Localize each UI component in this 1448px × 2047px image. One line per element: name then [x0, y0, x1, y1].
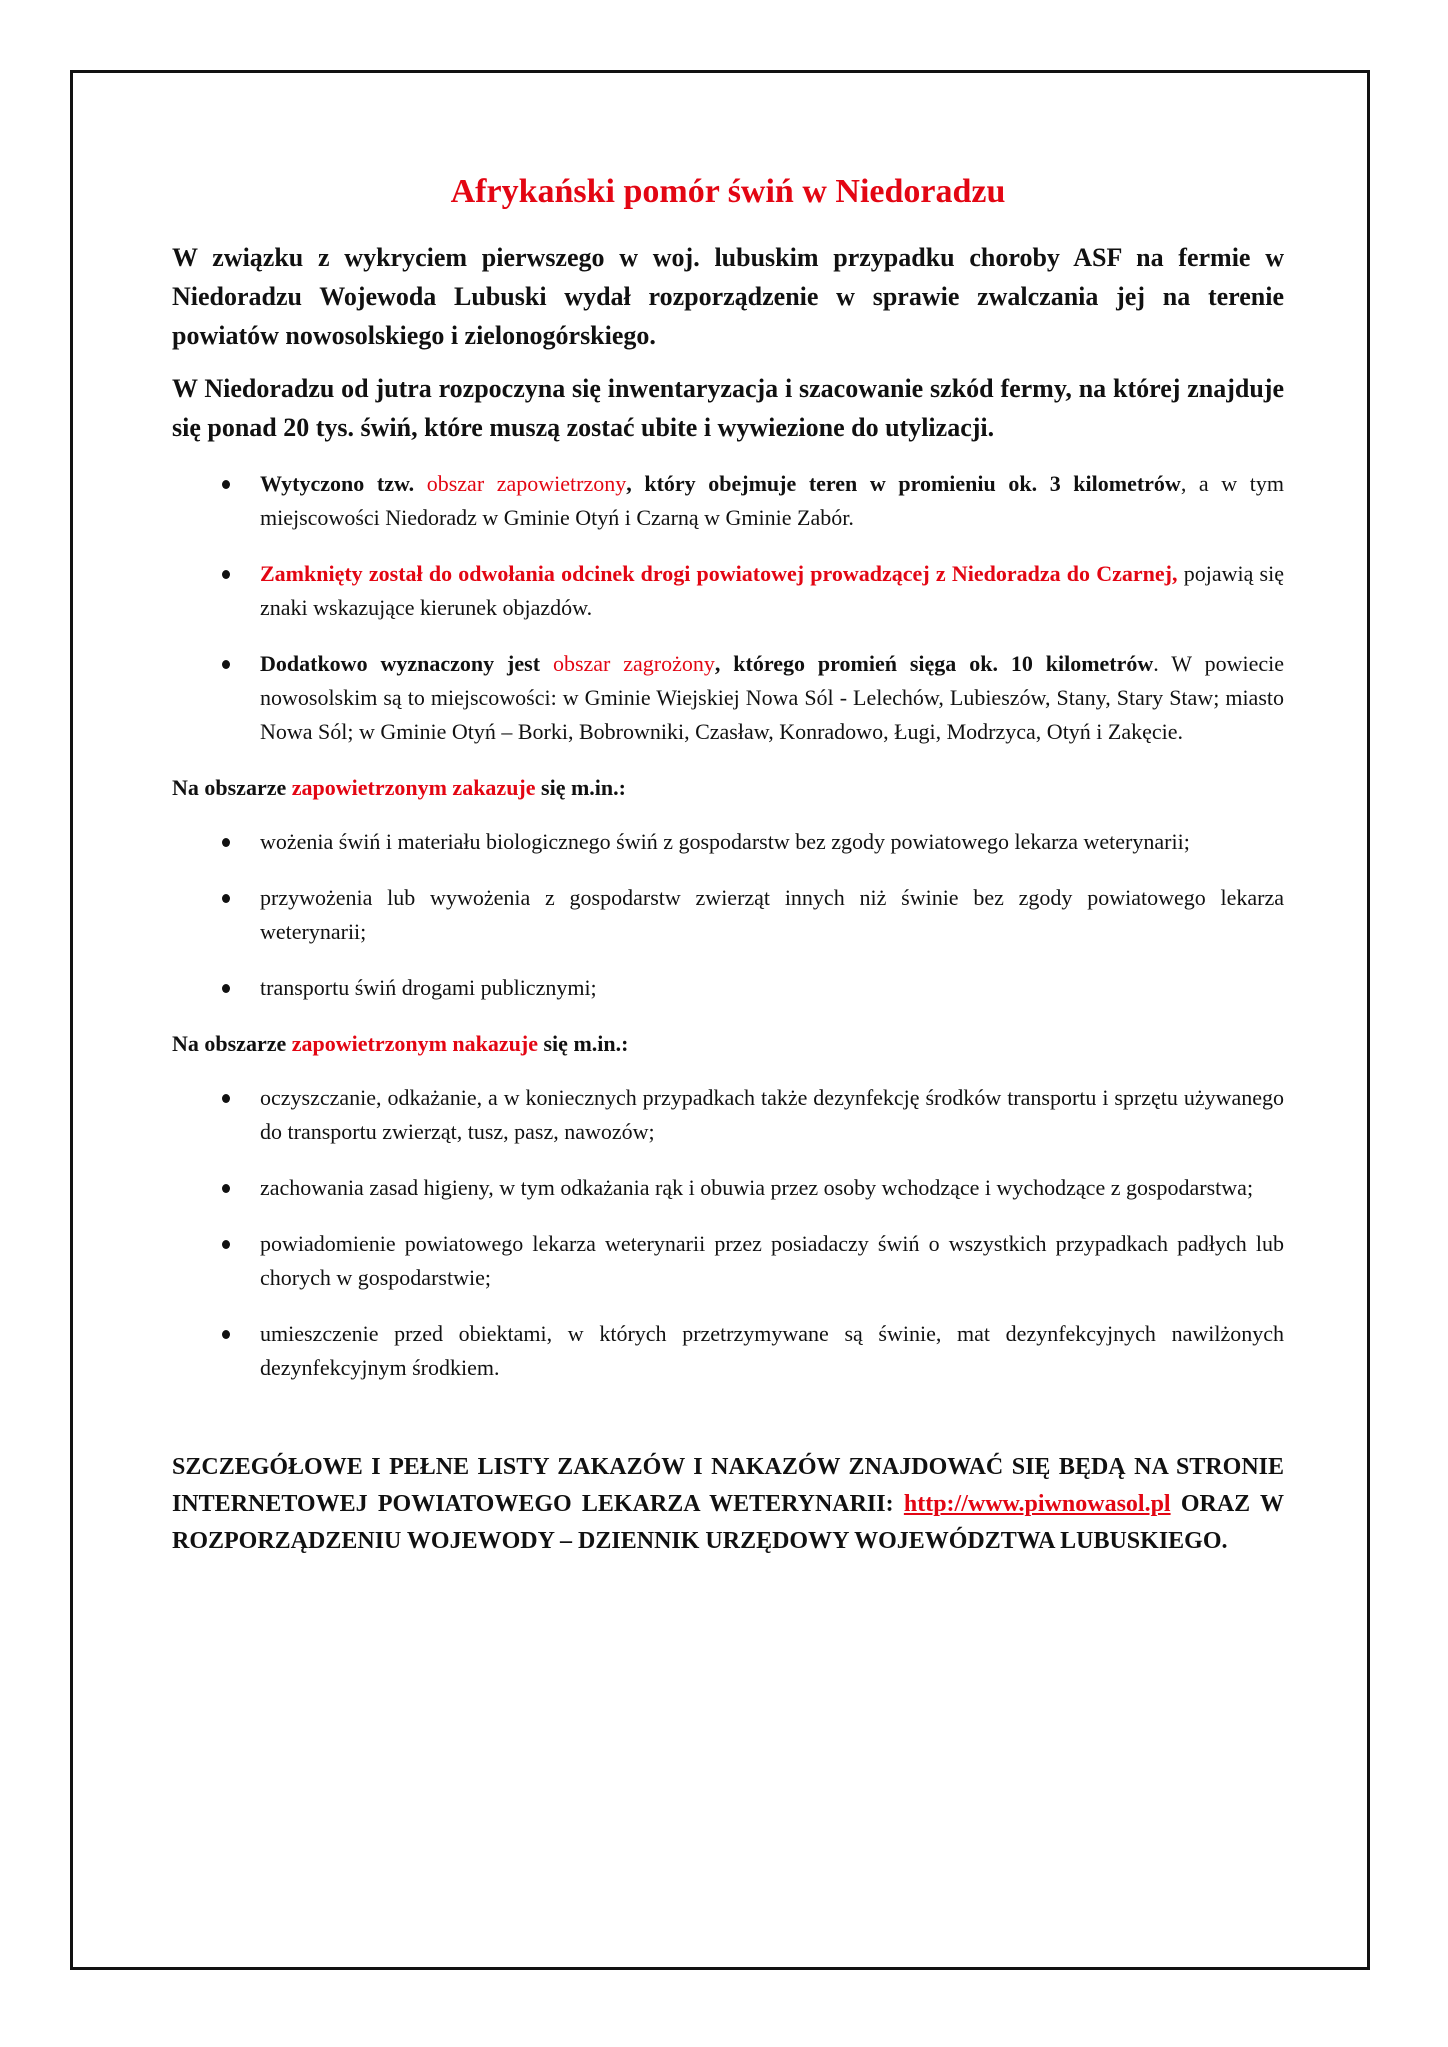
bullet-icon: [222, 984, 230, 993]
list-item: [172, 1317, 1284, 1385]
bullet-icon: [222, 1330, 230, 1339]
footer-text: ORAZ W ROZPORZĄDZENIU WOJEWODY – DZIENNIK URZĘDOWY WOJEWÓDZTWA LUBUSKIEGO.: [172, 1491, 1284, 1554]
list-item-text: przywożenia lub wywożenia z gospodarstw zwierząt innych niż świnie bez zgody powiatowego lekarza weterynarii;: [260, 885, 1284, 944]
heading-text: się m.in.:: [538, 1031, 629, 1056]
zones-list: [172, 467, 1284, 749]
heading-text-red: zapowietrzonym zakazuje: [291, 775, 536, 800]
zone-text-red: Zamknięty został do odwołania odcinek drogi powiatowej prowadzącej z Niedoradza do Czarnej,: [260, 561, 1178, 586]
orders-list: [172, 1081, 1284, 1385]
heading-text: Na obszarze: [172, 1031, 292, 1056]
zone-item-road-closed: [172, 557, 1284, 625]
list-item-text: powiadomienie powiatowego lekarza weterynarii przez posiadaczy świń o wszystkich przypadkach padłych lub chorych w gospodarstwie;: [260, 1231, 1284, 1290]
list-item: [172, 1227, 1284, 1295]
zone-text-red: obszar zapowietrzony: [426, 471, 627, 496]
prohibitions-heading: [172, 771, 1284, 805]
bullet-icon: [222, 1240, 230, 1249]
zone-text: pojawią się znaki wskazujące kierunek objazdów.: [260, 561, 1284, 620]
zone-item-infected: [172, 467, 1284, 535]
zone-item-threatened: [172, 647, 1284, 749]
footer-text: SZCZEGÓŁOWE I PEŁNE LISTY ZAKAZÓW I NAKAZÓW ZNAJDOWAĆ SIĘ BĘDĄ NA STRONIE INTERNETOWEJ POWIATOWEGO LEKARZA WETERYNARII:: [172, 1454, 1284, 1517]
heading-text-red: zapowietrzonym nakazuje: [291, 1031, 538, 1056]
list-item: [172, 881, 1284, 949]
zone-text-bold: , który obejmuje teren w promieniu ok. 3 kilometrów: [626, 471, 1181, 496]
list-item: [172, 825, 1284, 859]
zone-text: . W powiecie nowosolskim są to miejscowości: w Gminie Wiejskiej Nowa Sól - Lelechów, Lubieszów, Stany, Stary Staw; miasto Nowa Sól; w Gminie Otyń – Borki, Bobrowniki, Czasław, Konradowo, Ługi, Modrzyca, Otyń i Zakęcie.: [260, 651, 1284, 744]
prohibitions-list: [172, 825, 1284, 1005]
bullet-icon: [222, 480, 230, 489]
zone-text-bold: Dodatkowo wyznaczony jest: [260, 651, 553, 676]
list-item: [172, 971, 1284, 1005]
list-item-text: transportu świń drogami publicznymi;: [260, 975, 597, 1000]
list-item-text: umieszczenie przed obiektami, w których przetrzymywane są świnie, mat dezynfekcyjnych nawilżonych dezynfekcyjnym środkiem.: [260, 1321, 1284, 1380]
zone-text-bold: , którego promień sięga ok. 10 kilometrów: [714, 651, 1154, 676]
orders-heading: [172, 1027, 1284, 1061]
bullet-icon: [222, 1184, 230, 1193]
piw-website-link[interactable]: http://www.piwnowasol.pl: [903, 1491, 1171, 1517]
heading-text: Na obszarze: [172, 775, 292, 800]
bullet-icon: [222, 570, 230, 579]
list-item: [172, 1171, 1284, 1205]
bullet-icon: [222, 660, 230, 669]
list-item: [172, 1081, 1284, 1149]
zone-text-red: obszar zagrożony: [552, 651, 715, 676]
document-body: [172, 170, 1284, 1584]
zone-text: , a w tym miejscowości Niedoradz w Gminie Otyń i Czarną w Gminie Zabór.: [260, 471, 1284, 530]
zone-text-bold: Wytyczono tzw.: [260, 471, 427, 496]
bullet-icon: [222, 894, 230, 903]
bullet-icon: [222, 838, 230, 847]
document-title: Afrykański pomór świń w Niedoradzu: [450, 173, 1006, 210]
bullet-icon: [222, 1094, 230, 1103]
lead-paragraph-2: W Niedoradzu od jutra rozpoczyna się inwentaryzacja i szacowanie szkód fermy, na której znajduje się ponad 20 tys. świń, które muszą zostać ubite i wywiezione do utylizacji.: [172, 374, 1284, 442]
heading-text: się m.in.:: [535, 775, 626, 800]
footer-notice: [172, 1449, 1284, 1560]
list-item-text: zachowania zasad higieny, w tym odkażania rąk i obuwia przez osoby wchodzące i wychodzące z gospodarstwa;: [260, 1175, 1254, 1200]
lead-paragraph-1: W związku z wykryciem pierwszego w woj. lubuskim przypadku choroby ASF na fermie w Niedoradzu Wojewoda Lubuski wydał rozporządzenie w sprawie zwalczania jej na terenie powiatów nowosolskiego i zielonogórskiego.: [172, 243, 1284, 350]
list-item-text: wożenia świń i materiału biologicznego świń z gospodarstw bez zgody powiatowego lekarza weterynarii;: [260, 829, 1190, 854]
list-item-text: oczyszczanie, odkażanie, a w koniecznych przypadkach także dezynfekcję środków transportu i sprzętu używanego do transportu zwierząt, tusz, pasz, nawozów;: [260, 1085, 1284, 1144]
